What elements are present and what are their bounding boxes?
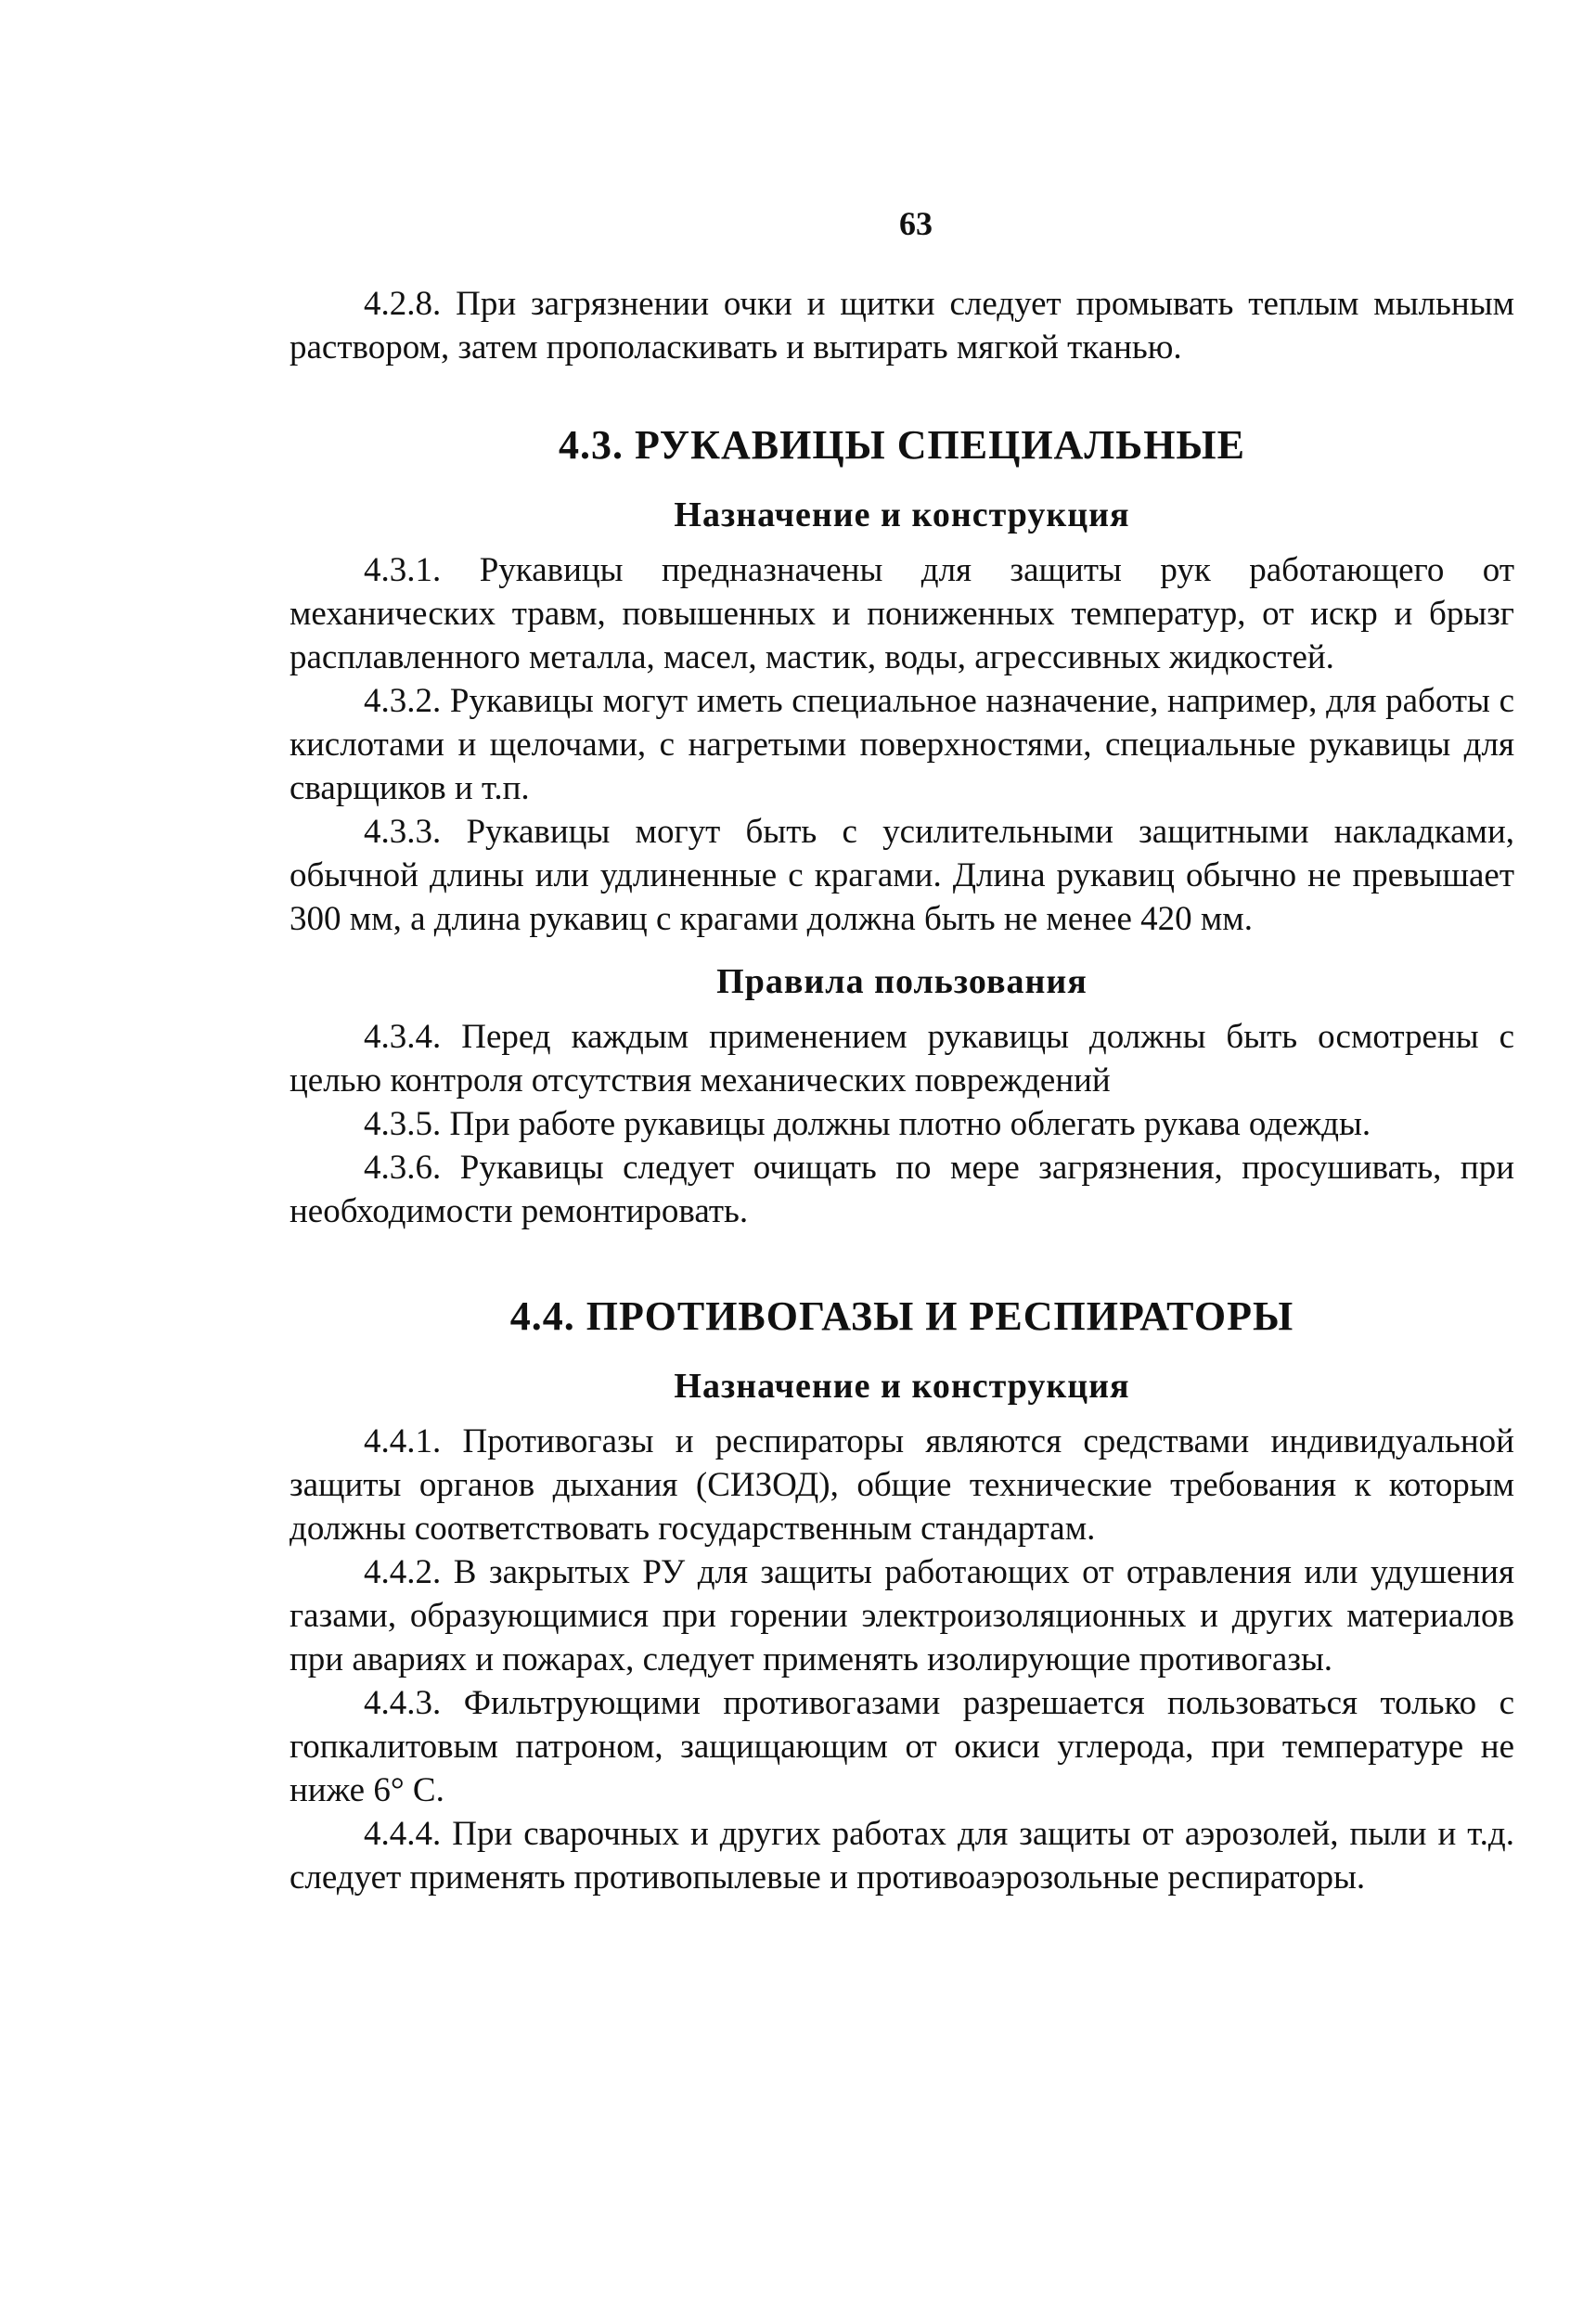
paragraph-4-3-4: 4.3.4. Перед каждым применением рукавицы должны быть осмотрены с целью контроля отсутствия механических повреждений — [290, 1018, 1514, 1100]
paragraph-4-4-2: 4.4.2. В закрытых РУ для защиты работающих от отравления или удушения газами, образующимися при горении электроизоляционных и других материалов при авариях и пожарах, следует применять изолирующие противогазы. — [290, 1553, 1514, 1678]
paragraph-4-3-5: 4.3.5. При работе рукавицы должны плотно облегать рукава одежды. — [364, 1105, 1371, 1143]
section-title-4-4: 4.4. ПРОТИВОГАЗЫ И РЕСПИРАТОРЫ — [509, 1293, 1294, 1339]
document-page — [290, 204, 1514, 1899]
section-title-4-3: 4.3. РУКАВИЦЫ СПЕЦИАЛЬНЫЕ — [559, 422, 1245, 468]
paragraph-4-3-1: 4.3.1. Рукавицы предназначены для защиты рук работающего от механических травм, повышенных и пониженных температур, от искр и брызг расплавленного металла, масел, мастик, воды, агрессивных жидкостей. — [290, 551, 1514, 676]
paragraph-4-2-8: 4.2.8. При загрязнении очки и щитки следует промывать теплым мыльным раствором, затем прополаскивать и вытирать мягкой тканью. — [290, 285, 1514, 367]
page-number: 63 — [899, 205, 933, 242]
subsection-title-purpose-4-4: Назначение и конструкция — [674, 1367, 1130, 1406]
paragraph-4-4-1: 4.4.1. Противогазы и респираторы являются средствами индивидуальной защиты органов дыхания (СИЗОД), общие технические требования к которым должны соответствовать государственным стандартам. — [290, 1422, 1514, 1548]
subsection-title-purpose-4-3: Назначение и конструкция — [674, 495, 1130, 534]
paragraph-4-3-3: 4.3.3. Рукавицы могут быть с усилительными защитными накладками, обычной длины или удлиненные с крагами. Длина рукавиц обычно не превышает 300 мм, а длина рукавиц с крагами должна быть не менее 420 мм. — [290, 813, 1514, 938]
paragraph-4-4-3: 4.4.3. Фильтрующими противогазами разрешается пользоваться только с гопкалитовым патроном, защищающим от окиси углерода, при температуре не ниже 6° С. — [290, 1684, 1514, 1809]
subsection-title-usage-4-3: Правила пользования — [716, 962, 1088, 1001]
paragraph-4-3-2: 4.3.2. Рукавицы могут иметь специальное назначение, например, для работы с кислотами и щелочами, с нагретыми поверхностями, специальные рукавицы для сварщиков и т.п. — [290, 682, 1514, 807]
paragraph-4-3-6: 4.3.6. Рукавицы следует очищать по мере загрязнения, просушивать, при необходимости ремонтировать. — [290, 1149, 1514, 1230]
paragraph-4-4-4: 4.4.4. При сварочных и других работах для защиты от аэрозолей, пыли и т.д. следует применять противопылевые и противоаэрозольные респираторы. — [290, 1815, 1514, 1897]
